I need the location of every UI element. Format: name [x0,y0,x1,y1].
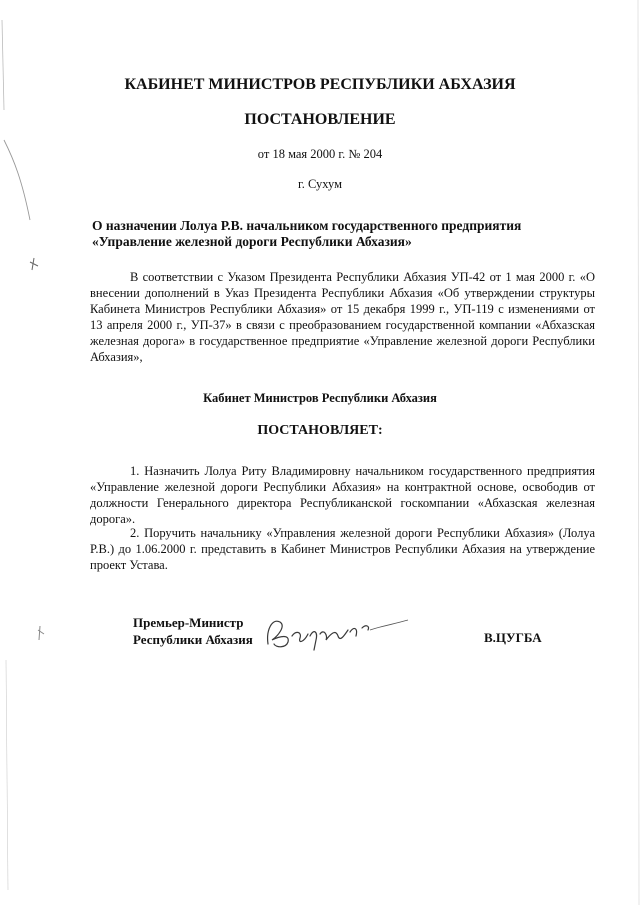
signatory-title-line2: Республики Абхазия [133,632,253,647]
scan-edge-marks [0,0,60,905]
signatory-title-line1: Премьер-Министр [133,615,244,630]
organization-title: КАБИНЕТ МИНИСТРОВ РЕСПУБЛИКИ АБХАЗИЯ [124,76,516,93]
city-line: г. Сухум [297,177,342,191]
document-type: ПОСТАНОВЛЕНИЕ [244,111,396,128]
signatory-title [133,614,253,648]
date-number-line: от 18 мая 2000 г. № 204 [257,147,383,161]
signatory-name: В.ЦУГБА [484,630,542,645]
resolves-heading: ПОСТАНОВЛЯЕТ: [257,423,383,438]
preamble-paragraph: В соответствии с Указом Президента Республики Абхазия УП-42 от 1 мая 2000 г. «О внесении дополнений в Указ Президента Республики Абхазия «Об утверждении структуры Кабинета Министров Республики Абхазия» от 15 декабря 1999 г., УП-119 с изменениями от 13 апреля 2000 г., УП-37» в связи с преобразованием государственной компании «Абхазская железная дорога» в государственное предприятие «Управление железной дороги Республики Абхазия», [90,270,595,364]
subject-heading: О назначении Лолуа Р.В. начальником государственного предприятия «Управление железной дороги Республики Абхазия» [92,218,522,249]
resolution-item-2: 2. Поручить начальнику «Управления железной дороги Республики Абхазия» (Лолуа Р.В.) до 1.06.2000 г. представить в Кабинет Министров Республики Абхазия на утверждение проект Устава. [90,526,595,572]
resolution-item-1: 1. Назначить Лолуа Риту Владимировну начальником государственного предприятия «Управление железной дороги Республики Абхазия» на контрактной основе, освободив от должности Генерального директора Республиканской госкомпании «Абхазская железная дорога». [90,464,595,526]
handwritten-signature [262,606,412,654]
scan-right-edge [620,0,640,905]
cabinet-line: Кабинет Министров Республики Абхазия [203,391,437,405]
